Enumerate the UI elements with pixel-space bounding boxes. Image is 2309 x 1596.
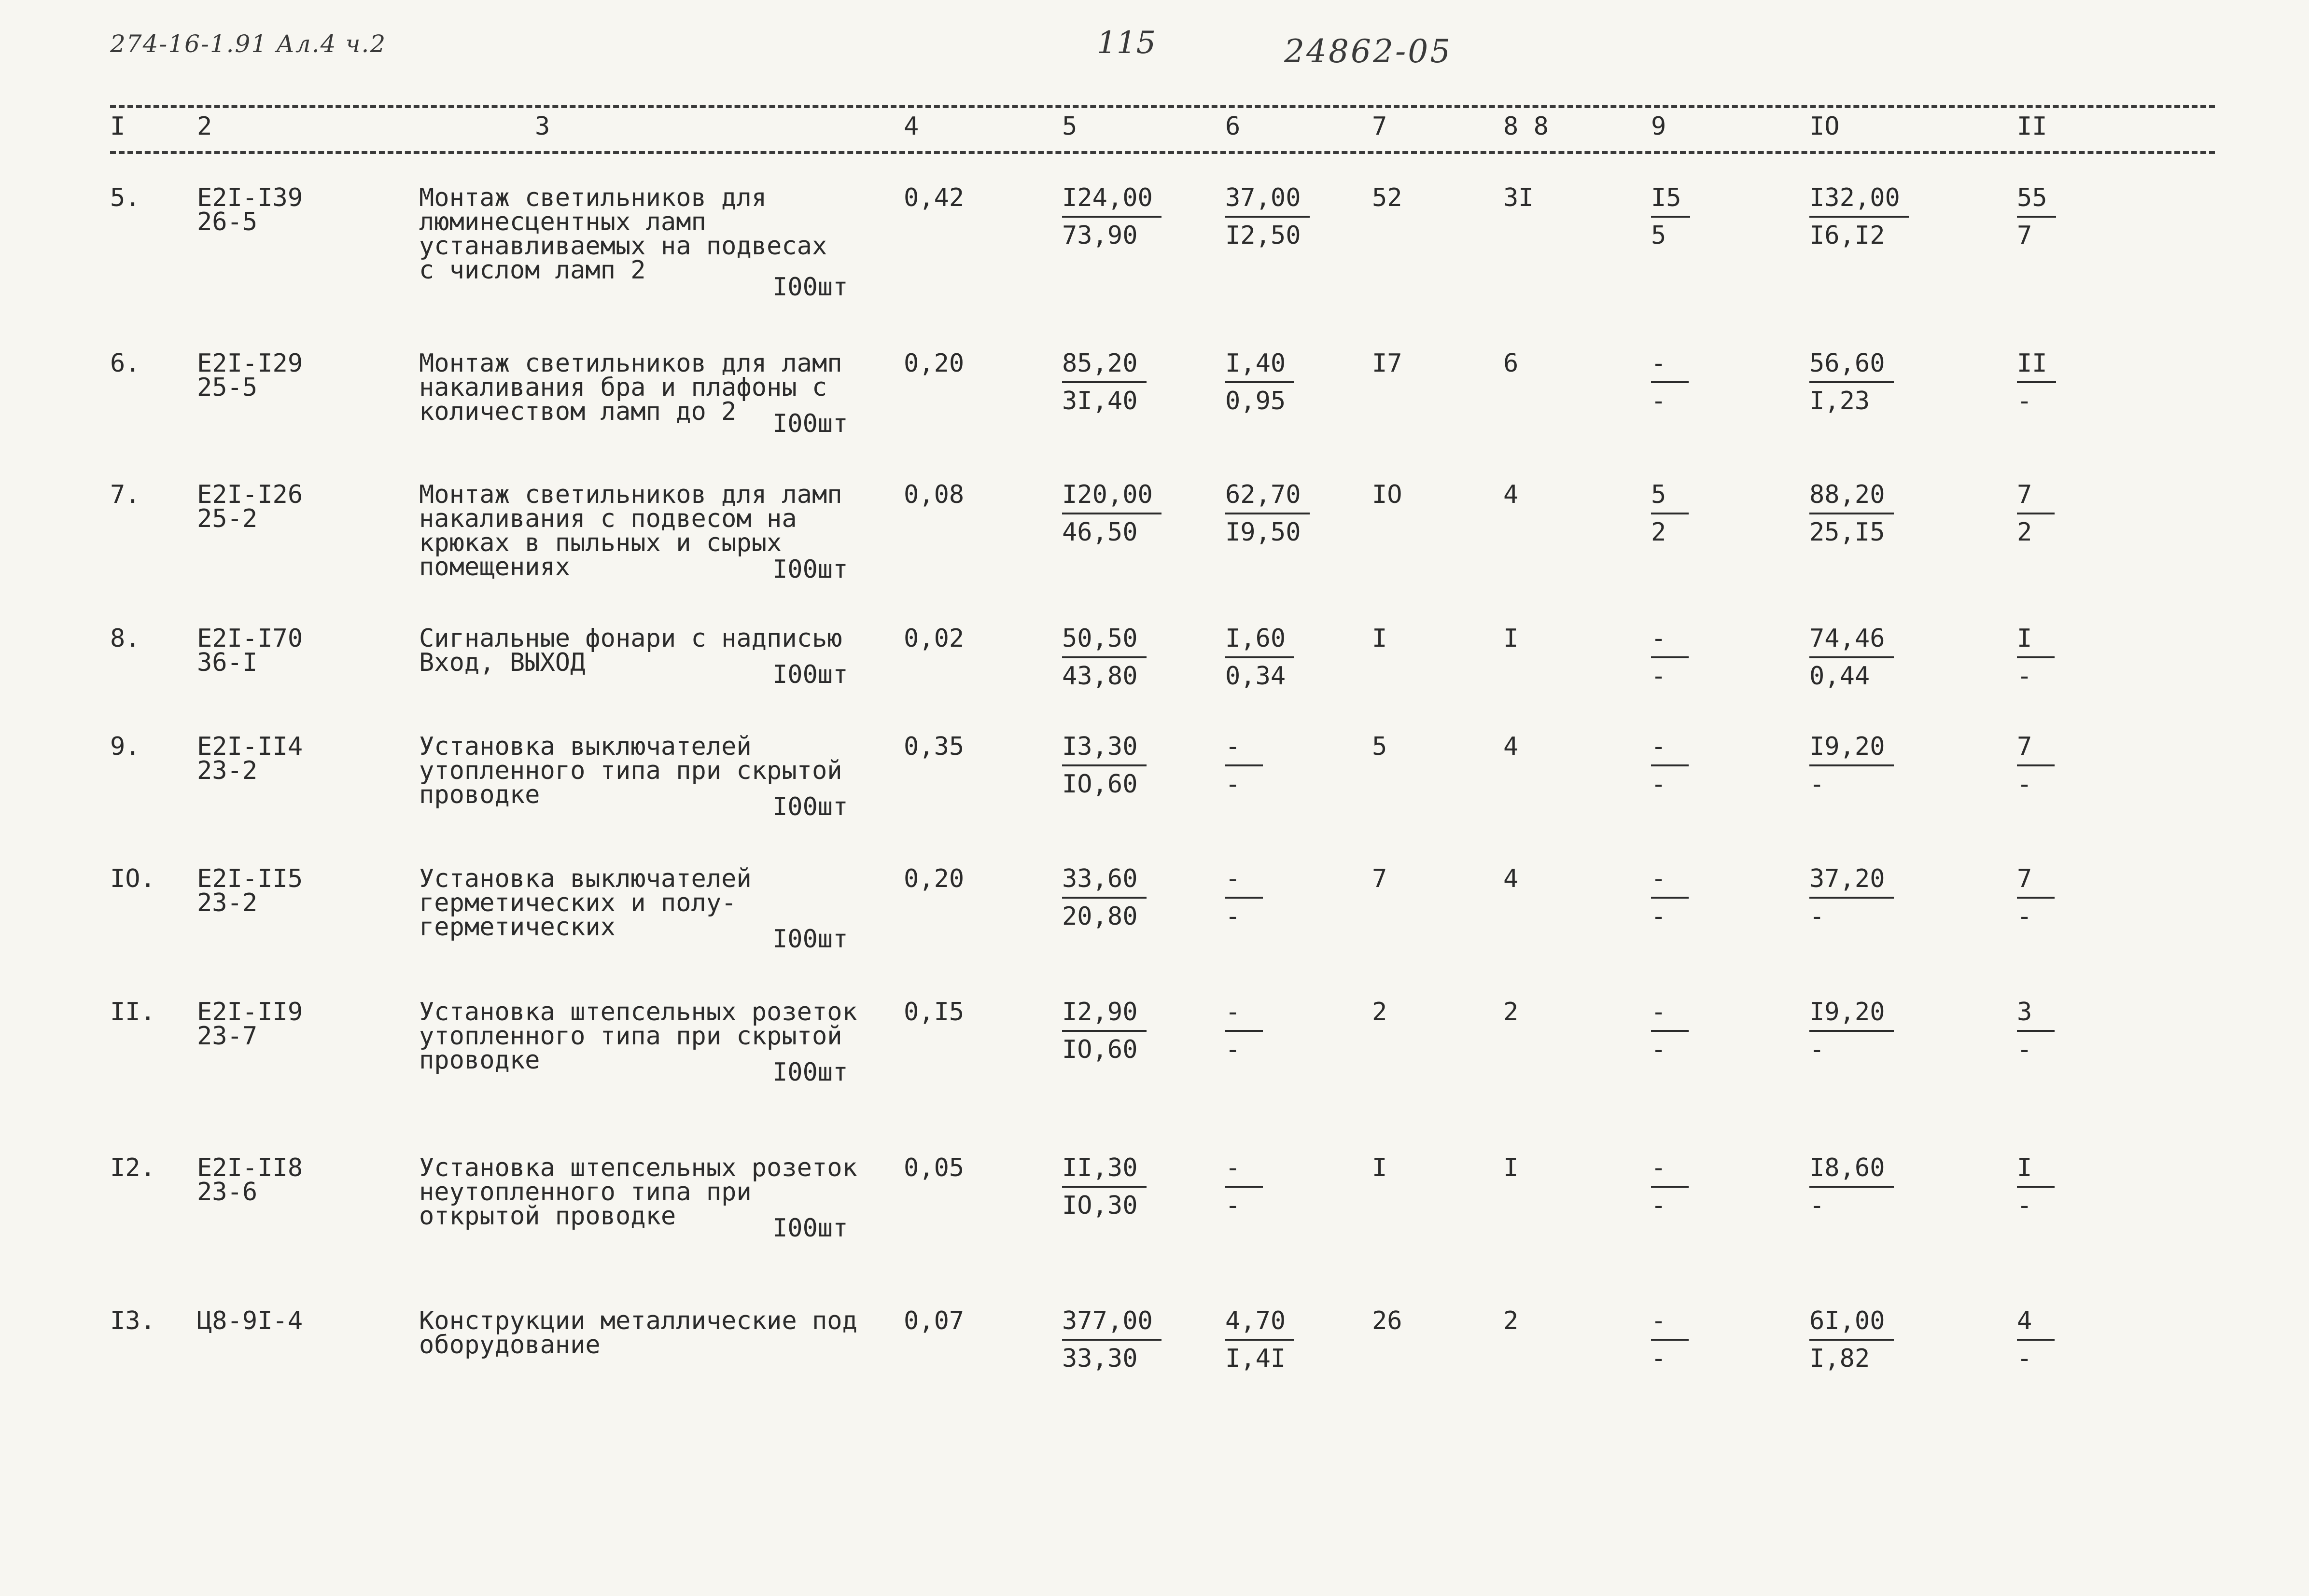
work-description: Установка штепсельных розеток утопленного типа при скрытой проводке [419, 998, 857, 1075]
fraction-c11 [2017, 346, 2056, 419]
value-col7: IO [1372, 480, 1402, 509]
column-header: IO [1809, 112, 1840, 141]
handwritten-reference: 274-16-1.91 Ал.4 ч.2 [110, 30, 387, 58]
unit-of-measure: I00шт [772, 409, 848, 438]
quantity: 0,02 [904, 624, 965, 653]
fraction-bottom: - [1809, 902, 1825, 931]
quantity: 0,07 [904, 1306, 965, 1335]
fraction-c6 [1225, 1303, 1294, 1376]
norm-code: E2I-I29 25-5 [197, 349, 303, 402]
value-col7: 26 [1372, 1306, 1402, 1335]
row-number: 6. [110, 349, 140, 378]
fraction-c10 [1809, 729, 1894, 802]
work-description: Монтаж светильников для люминесцентных ламп устанавливаемых на подвесах с числом ламп 2 [419, 183, 827, 285]
fraction-c10 [1809, 1303, 1894, 1376]
fraction-bottom: - [1225, 1191, 1241, 1220]
fraction-bottom: 7 [2017, 221, 2032, 250]
fraction-c10 [1809, 477, 1894, 550]
fraction-c6 [1225, 994, 1263, 1068]
norm-code: E2I-II9 23-7 [197, 998, 303, 1051]
fraction-bottom: - [2017, 1035, 2032, 1064]
fraction-top: I8,60 [1809, 1150, 1894, 1188]
fraction-c9 [1651, 477, 1689, 550]
fraction-top: 50,50 [1062, 621, 1147, 658]
fraction-bottom: - [1651, 662, 1666, 691]
fraction-top: - [1225, 861, 1263, 899]
fraction-bottom: 5 [1651, 221, 1666, 250]
fraction-top: I9,20 [1809, 994, 1894, 1032]
value-col8: 4 [1503, 864, 1519, 893]
quantity: 0,20 [904, 349, 965, 378]
header-bottom-divider [110, 151, 2215, 154]
page-number: 115 [1097, 25, 1156, 61]
fraction-c10 [1809, 1150, 1894, 1223]
fraction-top: 37,00 [1225, 180, 1310, 218]
fraction-c9 [1651, 861, 1689, 934]
fraction-top: II [2017, 346, 2056, 383]
fraction-top: 7 [2017, 861, 2055, 899]
value-col7: I [1372, 624, 1387, 653]
row-number: II. [110, 998, 155, 1027]
fraction-bottom: IO,60 [1062, 1035, 1138, 1064]
fraction-top: - [1651, 994, 1689, 1032]
value-col8: 4 [1503, 732, 1519, 761]
fraction-top: - [1651, 1150, 1689, 1188]
fraction-bottom: - [2017, 1344, 2032, 1373]
fraction-c10 [1809, 621, 1894, 694]
value-col7: 5 [1372, 732, 1387, 761]
fraction-top: 56,60 [1809, 346, 1894, 383]
value-col8: 4 [1503, 480, 1519, 509]
norm-code: E2I-II5 23-2 [197, 864, 303, 917]
value-col8: 3I [1503, 183, 1534, 212]
fraction-bottom: 46,50 [1062, 518, 1138, 547]
fraction-c5 [1062, 861, 1147, 934]
fraction-c9 [1651, 346, 1689, 419]
norm-code: E2I-I70 36-I [197, 624, 303, 677]
fraction-top: I2,90 [1062, 994, 1147, 1032]
unit-of-measure: I00шт [772, 792, 848, 821]
fraction-c11 [2017, 621, 2055, 694]
column-header: I [110, 112, 126, 141]
fraction-bottom: - [2017, 770, 2032, 799]
fraction-top: 5 [1651, 477, 1689, 514]
fraction-c11 [2017, 477, 2055, 550]
fraction-c6 [1225, 729, 1263, 802]
fraction-top: - [1651, 729, 1689, 766]
value-col8: 2 [1503, 998, 1519, 1027]
row-number: I2. [110, 1153, 155, 1182]
row-number: 7. [110, 480, 140, 509]
fraction-top: I32,00 [1809, 180, 1909, 218]
fraction-bottom: I6,I2 [1809, 221, 1885, 250]
document-number: 24862-05 [1284, 33, 1453, 70]
fraction-top: 74,46 [1809, 621, 1894, 658]
fraction-top: - [1651, 1303, 1689, 1341]
fraction-top: I,60 [1225, 621, 1294, 658]
column-header: 7 [1372, 112, 1387, 141]
column-header: 9 [1651, 112, 1666, 141]
fraction-top: I,40 [1225, 346, 1294, 383]
fraction-bottom: - [2017, 1191, 2032, 1220]
unit-of-measure: I00шт [772, 555, 848, 584]
fraction-bottom: - [2017, 662, 2032, 691]
fraction-c10 [1809, 994, 1894, 1068]
value-col8: I [1503, 624, 1519, 653]
row-number: 8. [110, 624, 140, 653]
norm-code: E2I-II8 23-6 [197, 1153, 303, 1207]
value-col8: I [1503, 1153, 1519, 1182]
fraction-c6 [1225, 861, 1263, 934]
quantity: 0,35 [904, 732, 965, 761]
fraction-top: 62,70 [1225, 477, 1310, 514]
unit-of-measure: I00шт [772, 1058, 848, 1087]
value-col7: I [1372, 1153, 1387, 1182]
fraction-c11 [2017, 729, 2055, 802]
fraction-top: I [2017, 1150, 2055, 1188]
fraction-bottom: - [1809, 1191, 1825, 1220]
fraction-c9 [1651, 1303, 1689, 1376]
fraction-bottom: 33,30 [1062, 1344, 1138, 1373]
row-number: 5. [110, 183, 140, 212]
column-header: II [2017, 112, 2047, 141]
work-description: Установка выключателей утопленного типа при скрытой проводке [419, 732, 842, 809]
fraction-bottom: - [1809, 770, 1825, 799]
fraction-bottom: 43,80 [1062, 662, 1138, 691]
fraction-bottom: - [2017, 387, 2032, 416]
value-col7: I7 [1372, 349, 1402, 378]
work-description: Конструкции металлические под оборудование [419, 1306, 857, 1360]
fraction-top: I5 [1651, 180, 1690, 218]
fraction-top: I24,00 [1062, 180, 1161, 218]
quantity: 0,20 [904, 864, 965, 893]
fraction-top: 377,00 [1062, 1303, 1161, 1341]
fraction-bottom: 25,I5 [1809, 518, 1885, 547]
fraction-c5 [1062, 1303, 1161, 1376]
fraction-bottom: I,23 [1809, 387, 1870, 416]
fraction-c11 [2017, 861, 2055, 934]
fraction-bottom: - [1651, 770, 1666, 799]
unit-of-measure: I00шт [772, 1214, 848, 1243]
fraction-bottom: I9,50 [1225, 518, 1301, 547]
fraction-top: - [1225, 994, 1263, 1032]
norm-code: Ц8-9I-4 [197, 1306, 303, 1335]
fraction-bottom: I2,50 [1225, 221, 1301, 250]
fraction-c11 [2017, 1150, 2055, 1223]
fraction-bottom: 0,44 [1809, 662, 1870, 691]
norm-code: E2I-I39 26-5 [197, 183, 303, 236]
fraction-bottom: IO,60 [1062, 770, 1138, 799]
column-header: 6 [1225, 112, 1241, 141]
fraction-c11 [2017, 180, 2056, 253]
unit-of-measure: I00шт [772, 925, 848, 954]
value-col7: 2 [1372, 998, 1387, 1027]
fraction-c11 [2017, 994, 2055, 1068]
fraction-c6 [1225, 477, 1310, 550]
fraction-bottom: - [1651, 902, 1666, 931]
fraction-top: 88,20 [1809, 477, 1894, 514]
fraction-top: II,30 [1062, 1150, 1147, 1188]
fraction-top: 4,70 [1225, 1303, 1294, 1341]
fraction-bottom: IO,30 [1062, 1191, 1138, 1220]
fraction-bottom: 0,95 [1225, 387, 1286, 416]
fraction-bottom: - [2017, 902, 2032, 931]
fraction-top: 7 [2017, 729, 2055, 766]
fraction-c9 [1651, 729, 1689, 802]
fraction-top: I20,00 [1062, 477, 1161, 514]
fraction-c5 [1062, 994, 1147, 1068]
row-number: I3. [110, 1306, 155, 1335]
fraction-bottom: I,4I [1225, 1344, 1286, 1373]
fraction-top: 37,20 [1809, 861, 1894, 899]
column-header: 3 [535, 112, 550, 141]
row-number: 9. [110, 732, 140, 761]
fraction-c5 [1062, 477, 1161, 550]
column-header: 4 [904, 112, 919, 141]
fraction-bottom: - [1225, 902, 1241, 931]
fraction-c6 [1225, 180, 1310, 253]
fraction-top: 7 [2017, 477, 2055, 514]
fraction-c5 [1062, 729, 1147, 802]
quantity: 0,I5 [904, 998, 965, 1027]
fraction-bottom: I,82 [1809, 1344, 1870, 1373]
fraction-top: I9,20 [1809, 729, 1894, 766]
fraction-bottom: - [1651, 1035, 1666, 1064]
value-col8: 2 [1503, 1306, 1519, 1335]
fraction-c11 [2017, 1303, 2055, 1376]
fraction-c5 [1062, 621, 1147, 694]
work-description: Монтаж светильников для ламп накаливания бра и плафоны с количеством ламп до 2 [419, 349, 842, 426]
fraction-bottom: - [1809, 1035, 1825, 1064]
fraction-top: - [1225, 1150, 1263, 1188]
fraction-top: - [1651, 621, 1689, 658]
fraction-bottom: - [1651, 1344, 1666, 1373]
fraction-top: - [1651, 346, 1689, 383]
fraction-c6 [1225, 346, 1294, 419]
fraction-c9 [1651, 621, 1689, 694]
unit-of-measure: I00шт [772, 660, 848, 689]
work-description: Установка штепсельных розеток неутопленного типа при открытой проводке [419, 1153, 857, 1231]
fraction-c6 [1225, 1150, 1263, 1223]
fraction-c5 [1062, 180, 1161, 253]
fraction-top: 85,20 [1062, 346, 1147, 383]
value-col7: 52 [1372, 183, 1402, 212]
fraction-top: 4 [2017, 1303, 2055, 1341]
fraction-bottom: 20,80 [1062, 902, 1138, 931]
fraction-top: - [1651, 861, 1689, 899]
fraction-bottom: - [1651, 387, 1666, 416]
quantity: 0,42 [904, 183, 965, 212]
fraction-top: 6I,00 [1809, 1303, 1894, 1341]
unit-of-measure: I00шт [772, 273, 848, 302]
fraction-c10 [1809, 346, 1894, 419]
column-header: 8 8 [1503, 112, 1549, 141]
column-header: 5 [1062, 112, 1078, 141]
fraction-top: 33,60 [1062, 861, 1147, 899]
row-number: IO. [110, 864, 155, 893]
work-description: Сигнальные фонари с надписью Вход, ВЫХОД [419, 624, 842, 677]
quantity: 0,05 [904, 1153, 965, 1182]
fraction-bottom: 73,90 [1062, 221, 1138, 250]
norm-code: E2I-II4 23-2 [197, 732, 303, 785]
fraction-bottom: 3I,40 [1062, 387, 1138, 416]
quantity: 0,08 [904, 480, 965, 509]
header-top-divider [110, 105, 2215, 108]
column-header: 2 [197, 112, 212, 141]
fraction-top: I [2017, 621, 2055, 658]
value-col7: 7 [1372, 864, 1387, 893]
fraction-c9 [1651, 1150, 1689, 1223]
fraction-c10 [1809, 180, 1909, 253]
work-description: Монтаж светильников для ламп накаливания с подвесом на крюках в пыльных и сырых помещениях [419, 480, 842, 582]
fraction-bottom: - [1225, 1035, 1241, 1064]
norm-code: E2I-I26 25-2 [197, 480, 303, 533]
fraction-c10 [1809, 861, 1894, 934]
fraction-c9 [1651, 180, 1690, 253]
fraction-bottom: 2 [1651, 518, 1666, 547]
fraction-top: - [1225, 729, 1263, 766]
fraction-top: I3,30 [1062, 729, 1147, 766]
fraction-bottom: - [1225, 770, 1241, 799]
work-description: Установка выключателей герметических и полу- герметических [419, 864, 752, 942]
fraction-top: 55 [2017, 180, 2056, 218]
fraction-c9 [1651, 994, 1689, 1068]
fraction-c5 [1062, 346, 1147, 419]
value-col8: 6 [1503, 349, 1519, 378]
fraction-c6 [1225, 621, 1294, 694]
fraction-bottom: - [1651, 1191, 1666, 1220]
fraction-top: 3 [2017, 994, 2055, 1032]
fraction-bottom: 2 [2017, 518, 2032, 547]
fraction-c5 [1062, 1150, 1147, 1223]
fraction-bottom: 0,34 [1225, 662, 1286, 691]
